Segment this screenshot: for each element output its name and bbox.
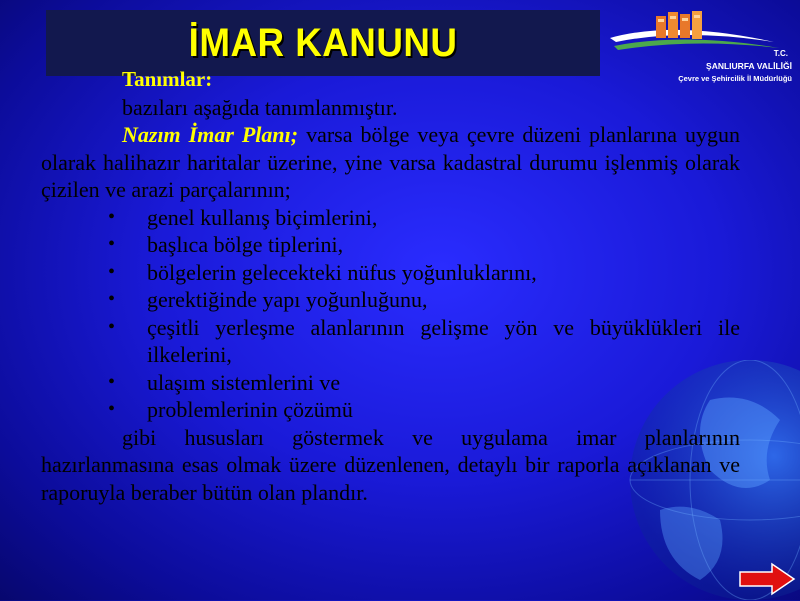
bullet-marker: • [108, 260, 116, 283]
list-item-text: çeşitli yerleşme alanlarının gelişme yön ve büyüklükleri ile ilkelerini, [147, 314, 740, 367]
next-arrow-icon [738, 562, 796, 596]
next-slide-button[interactable] [738, 562, 796, 596]
definition-text: varsa bölge veya çevre düzeni planlarına uygun olarak halihazır haritalar üzerine, yine varsa kadastral durumu işlenmiş olarak çizilen ve arazi parçalarının; [41, 122, 740, 202]
list-item-text: başlıca bölge tiplerini, [147, 232, 344, 257]
list-item [41, 314, 740, 369]
list-item-text: bölgelerin gelecekteki nüfus yoğunluklarını, [147, 259, 537, 285]
logo-city-text: ŞANLIURFA VALİLİĞİ [706, 61, 792, 71]
bullet-marker: • [108, 398, 116, 420]
logo-dept-text: Çevre ve Şehircilik İl Müdürlüğü [678, 74, 792, 83]
list-item-text: problemlerinin çözümü [147, 397, 353, 422]
bullet-marker: • [108, 315, 116, 338]
section-heading: Tanımlar: [122, 67, 213, 91]
intro-text: bazıları aşağıda tanımlanmıştır. [122, 94, 398, 120]
list-item-text: gerektiğinde yapı yoğunluğunu, [147, 287, 428, 312]
list-item [41, 259, 740, 287]
bullet-marker: • [108, 205, 116, 228]
list-item [41, 286, 740, 314]
definition-paragraph [41, 121, 740, 204]
conclusion-paragraph: gibi hususları göstermek ve uygulama imar planlarının hazırlanmasına esas olmak üzere düzenlenen, detaylı bir raporla açıklanan ve raporuyla beraber bütün olan plandır. [41, 424, 740, 505]
logo-tc-text: T.C. [773, 49, 788, 58]
list-item [41, 396, 740, 424]
list-item [41, 204, 740, 232]
slide-content [41, 66, 740, 506]
list-item-text: ulaşım sistemlerini ve [147, 369, 341, 395]
bullet-marker: • [108, 370, 116, 393]
defined-term: Nazım İmar Planı; [122, 122, 299, 147]
list-item-text: genel kullanış biçimlerini, [147, 204, 378, 230]
list-item [41, 231, 740, 259]
building-logo-icon [604, 8, 798, 58]
slide-title: İMAR KANUNU [188, 20, 458, 65]
bullet-marker: • [108, 233, 116, 255]
bullet-marker: • [108, 288, 116, 310]
list-item [41, 369, 740, 397]
bullet-list [41, 204, 740, 424]
